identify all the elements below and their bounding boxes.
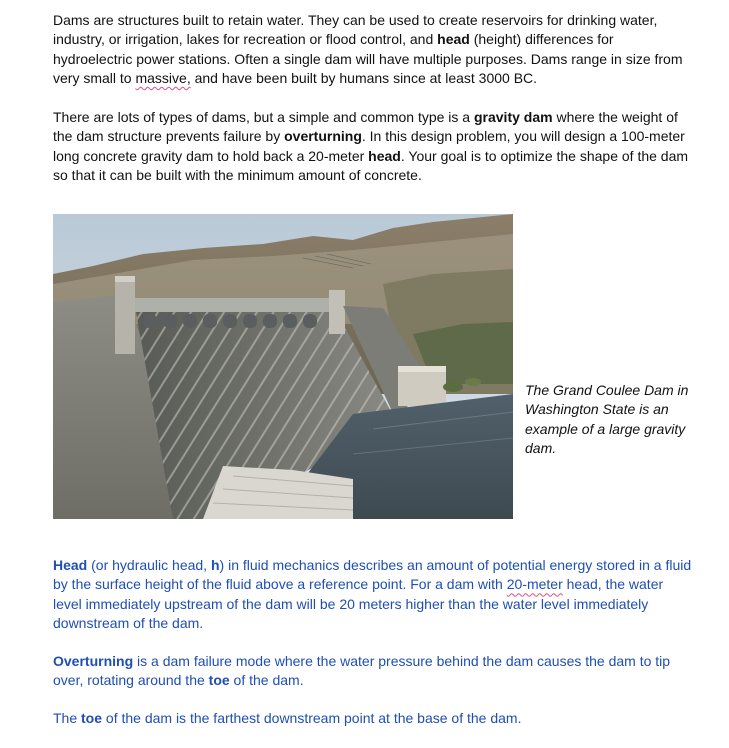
spellcheck-word-massive: massive, (135, 70, 191, 87)
text-run: and have been built by humans since at least 3000 BC. (190, 70, 538, 87)
text-run: . In this design problem, you will design a 100-meter long concrete gravity dam to hold back a 20-meter (53, 128, 685, 164)
term-toe: toe (81, 710, 103, 726)
term-gravity-dam: gravity dam (473, 109, 553, 125)
text-run: The (53, 710, 82, 726)
text-run: of the dam. (229, 672, 304, 689)
definition-head (53, 556, 693, 634)
term-toe: toe (208, 672, 230, 689)
definition-overturning (53, 652, 693, 691)
spellcheck-word-20-meter: 20-meter (506, 576, 563, 593)
text-run: head, the water level immediately upstream of the dam will be 20 meters higher than the water level immediately downstream of the dam. (53, 576, 664, 632)
text-run: There are lots of types of dams, but a simple and common type is a (53, 109, 474, 125)
intro-paragraph-dams (53, 11, 693, 89)
term-overturning: overturning (284, 128, 362, 145)
text-run: . Your goal is to optimize the shape of the dam so that it can be built with the minimum amount of concrete. (53, 147, 689, 184)
term-overturning: Overturning (53, 653, 134, 669)
figure-caption: The Grand Coulee Dam in Washington State is an example of a large gravity dam. (525, 382, 689, 457)
text-run: where the weight of the dam structure prevents failure by (53, 109, 678, 145)
term-head: Head (53, 557, 88, 573)
text-run: (or hydraulic head, (87, 557, 211, 573)
definition-toe (53, 709, 693, 728)
text-run: is a dam failure mode where the water pressure behind the dam causes the dam to tip over, rotating around the (53, 653, 671, 689)
term-head: head (368, 147, 401, 164)
intro-paragraph-gravity-dam (53, 108, 693, 186)
grand-coulee-dam-photo (53, 214, 513, 519)
text-run: of the dam is the farthest downstream point at the base of the dam. (102, 710, 522, 726)
term-h: h (210, 557, 220, 573)
text-run: (height) differences for hydroelectric power stations. Often a single dam will have multiple purposes. Dams range in size from very small to (53, 31, 683, 87)
text-run: Dams are structures built to retain water. They can be used to create reservoirs for drinking water, industry, or irrigation, lakes for recreation or flood control, and (53, 12, 658, 48)
text-run: ) in fluid mechanics describes an amount of potential energy stored in a fluid by the surface height of the fluid above a reference point. For a dam with (53, 557, 692, 593)
term-head: head (437, 31, 470, 48)
